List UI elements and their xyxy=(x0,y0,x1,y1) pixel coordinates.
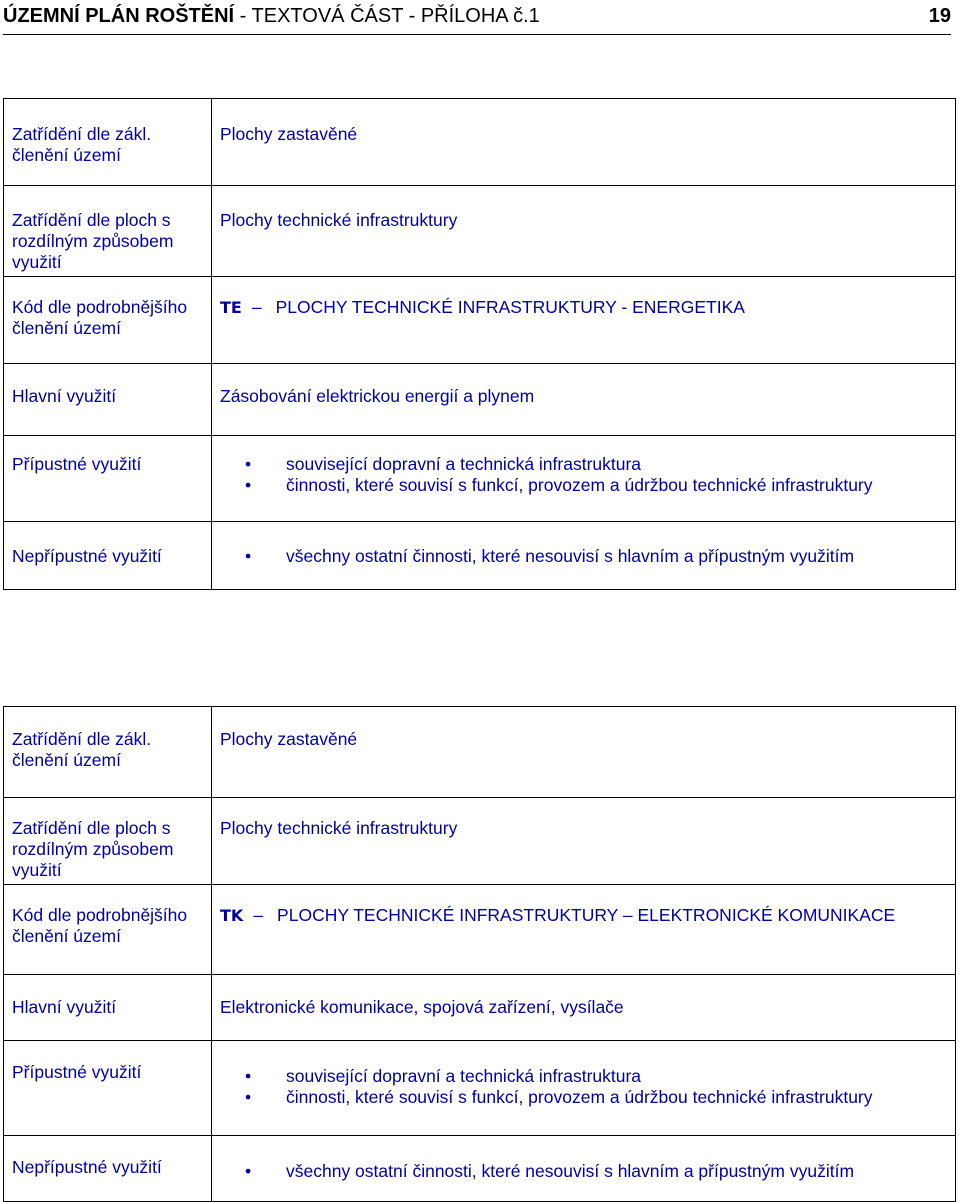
bullet-icon: • xyxy=(245,1066,252,1086)
kod-label: Kód dle podrobnějšího členění území xyxy=(4,277,212,364)
pripustne-cell xyxy=(212,436,956,522)
table-row xyxy=(4,277,956,364)
document-title: ÚZEMNÍ PLÁN ROŠTĚNÍ xyxy=(3,5,235,27)
hlavni-value: Elektronické komunikace, spojová zařízení, vysílače xyxy=(212,975,956,1041)
bullet-icon: • xyxy=(245,1087,252,1107)
zakl-label: Zatřídění dle zákl. členění území xyxy=(4,707,212,798)
page-number: 19 xyxy=(928,5,951,27)
nepripustne-label: Nepřípustné využití xyxy=(4,1136,212,1202)
table-row xyxy=(4,885,956,975)
table-row xyxy=(4,436,956,522)
kod-dash: – xyxy=(251,297,262,317)
list-item: • všechny ostatní činnosti, které nesouvisí s hlavním a přípustným využitím xyxy=(245,546,855,566)
kod-cell xyxy=(212,277,956,364)
bullet-icon: • xyxy=(245,546,252,566)
pripustne-label: Přípustné využití xyxy=(4,1041,212,1136)
page-header xyxy=(3,0,951,35)
pripustne-label: Přípustné využití xyxy=(4,436,212,522)
nepripustne-label: Nepřípustné využití xyxy=(4,522,212,590)
document-subtitle: - TEXTOVÁ ČÁST - PŘÍLOHA č.1 xyxy=(234,5,540,27)
list-item: • činnosti, které souvisí s funkcí, provozem a údržbou technické infrastruktury xyxy=(245,475,873,495)
nepripustne-cell xyxy=(212,1136,956,1202)
hlavni-label: Hlavní využití xyxy=(4,975,212,1041)
ploch-value: Plochy technické infrastruktury xyxy=(212,186,956,277)
table-row xyxy=(4,186,956,277)
zakl-label: Zatřídění dle zákl. členění území xyxy=(4,99,212,186)
list-item: • související dopravní a technická infrastruktura xyxy=(245,454,642,474)
table-row xyxy=(4,99,956,186)
list-item: • související dopravní a technická infrastruktura xyxy=(245,1066,642,1086)
kod-label: Kód dle podrobnějšího členění území xyxy=(4,885,212,975)
bullet-icon: • xyxy=(245,475,252,495)
list-item: • všechny ostatní činnosti, které nesouvisí s hlavním a přípustným využitím xyxy=(245,1161,855,1181)
regulation-table-te xyxy=(3,98,956,590)
bullet-icon: • xyxy=(245,454,252,474)
table-row xyxy=(4,522,956,590)
table-row xyxy=(4,364,956,436)
table-row xyxy=(4,975,956,1041)
pripustne-list xyxy=(212,1066,955,1108)
kod-code: TE xyxy=(220,298,242,317)
nepripustne-list xyxy=(212,546,955,567)
table-row xyxy=(4,1136,956,1202)
pripustne-cell xyxy=(212,1041,956,1136)
ploch-label: Zatřídění dle ploch s rozdílným způsobem využití xyxy=(4,798,212,885)
kod-value: PLOCHY TECHNICKÉ INFRASTRUKTURY - ENERGETIKA xyxy=(275,297,745,317)
pripustne-list xyxy=(212,454,955,496)
regulation-table-tk xyxy=(3,706,956,1202)
list-item: • činnosti, které souvisí s funkcí, provozem a údržbou technické infrastruktury xyxy=(245,1087,873,1107)
kod-code: TK xyxy=(220,906,244,925)
bullet-icon: • xyxy=(245,1161,252,1181)
kod-dash: – xyxy=(253,905,264,925)
table-row xyxy=(4,707,956,798)
zakl-value: Plochy zastavěné xyxy=(212,707,956,798)
nepripustne-list xyxy=(212,1161,955,1182)
table-row xyxy=(4,798,956,885)
kod-value: PLOCHY TECHNICKÉ INFRASTRUKTURY – ELEKTRONICKÉ KOMUNIKACE xyxy=(277,905,896,925)
hlavni-value: Zásobování elektrickou energií a plynem xyxy=(212,364,956,436)
zakl-value: Plochy zastavěné xyxy=(212,99,956,186)
kod-cell xyxy=(212,885,956,975)
ploch-label: Zatřídění dle ploch s rozdílným způsobem využití xyxy=(4,186,212,277)
table-row xyxy=(4,1041,956,1136)
nepripustne-cell xyxy=(212,522,956,590)
hlavni-label: Hlavní využití xyxy=(4,364,212,436)
ploch-value: Plochy technické infrastruktury xyxy=(212,798,956,885)
